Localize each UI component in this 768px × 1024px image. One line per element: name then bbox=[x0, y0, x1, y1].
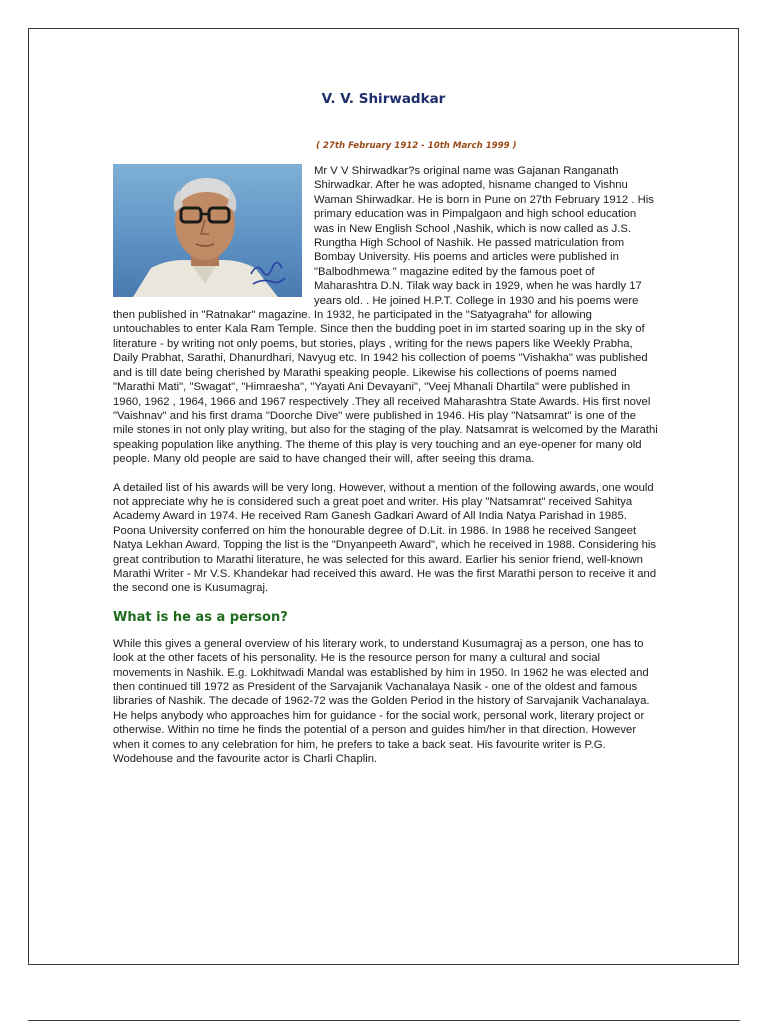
portrait-photo bbox=[113, 164, 302, 297]
portrait-illustration bbox=[113, 164, 302, 297]
person-paragraph: While this gives a general overview of his literary work, to understand Kusumagraj as a person, one has to look at the other facets of his personality. He is the resource person for many a cultural and social movements in Nashik. E.g. Lokhitwadi Mandal was established by him in 1950. In 1962 he was elected and then continued till 1972 as President of the Sarvajanik Vachanalaya Nasik - one of the oldest and famous libraries of Nashik. The decade of 1962-72 was the Golden Period in the history of Sarvajanik Vachanalaya. He helps anybody who approaches him for guidance - for the social work, personal work, literary project or otherwise. Within no time he finds the potential of a person and guides him/her in that direction. However when it comes to any celebration for him, he prefers to take a back seat. His favourite writer is P.G. Wodehouse and the favourite actor is Charli Chaplin. bbox=[113, 637, 650, 766]
biography-paragraph: Mr V V Shirwadkar?s original name was Gajanan Ranganath Shirwadkar. After he was adopted, hisname changed to Vishnu Waman Shirwadkar. He is born in Pune on 27th February 1912 . His primary education was in Pimpalgaon and high school education was in New English School ,Nashik, which is now called as J.S. Rungtha High School of Nashik. He passed matriculation from Bombay University. His poems and articles were published in "Balbodhmewa " magazine edited by the famous poet of Maharashtra D.N. Tilak way back in 1929, when he was hardly 17 years old. . He joined H.P.T. College in 1930 and his poems were then published in "Ratnakar" magazine. In 1932, he participated in the "Satyagraha" for allowing untouchables to enter Kala Ram Temple. Since then the budding poet in im started soaring up in the sky of literature - by writing not only poems, but stories, plays , writing for the news papers like Weekly Prabha, Daily Prabhat, Sarathi, Dhanurdhari, Navyug etc. In 1942 his collection of poems "Vishakha" was published and is till date being cherished by Marathi speaking people. Likewise his collections of poems named "Marathi Mati", "Swagat", "Himraesha", "Yayati Ani Devayani", "Veej Mhanali Dhartila" were published in 1960, 1962 , 1964, 1966 and 1967 respectively .They all received Maharashtra State Awards. His first novel "Vaishnav" and his first drama "Doorche Dive" were published in 1946. His play "Natsamrat" is one of the mile stones in not only play writing, but also for the staging of the play. Natsamrat is welcomed by the Marathi speaking population like anything. The theme of this play is very touching and an eye-opener for many old people. Many old people are said to have changed their will, after seeing this drama. bbox=[113, 165, 658, 466]
life-dates: ( 27th February 1912 - 10th March 1999 ) bbox=[316, 141, 517, 151]
next-page-edge bbox=[28, 1020, 740, 1021]
article-body bbox=[113, 141, 659, 766]
page-title: V. V. Shirwadkar bbox=[321, 91, 446, 107]
document-page bbox=[28, 28, 739, 965]
awards-paragraph: A detailed list of his awards will be very long. However, without a mention of the following awards, one would not appreciate why he is considered such a great poet and writer. His play "Natsamrat" received Sahitya Academy Award in 1974. He received Ram Ganesh Gadkari Award of All India Natya Parishad in 1985. Poona University conferred on him the honourable degree of D.Lit. in 1986. In 1988 he received Sangeet Natya Lekhan Award. Topping the list is the "Dnyanpeeth Award", which he received in 1988. Considering his great contribution to Marathi literature, he was selected for this award. Earlier his senior friend, well-known Marathi Writer - Mr V.S. Khandekar had received this award. He was the first Marathi person to receive it and the second one is Kusumagraj. bbox=[113, 481, 657, 595]
section-heading: What is he as a person? bbox=[113, 609, 288, 625]
